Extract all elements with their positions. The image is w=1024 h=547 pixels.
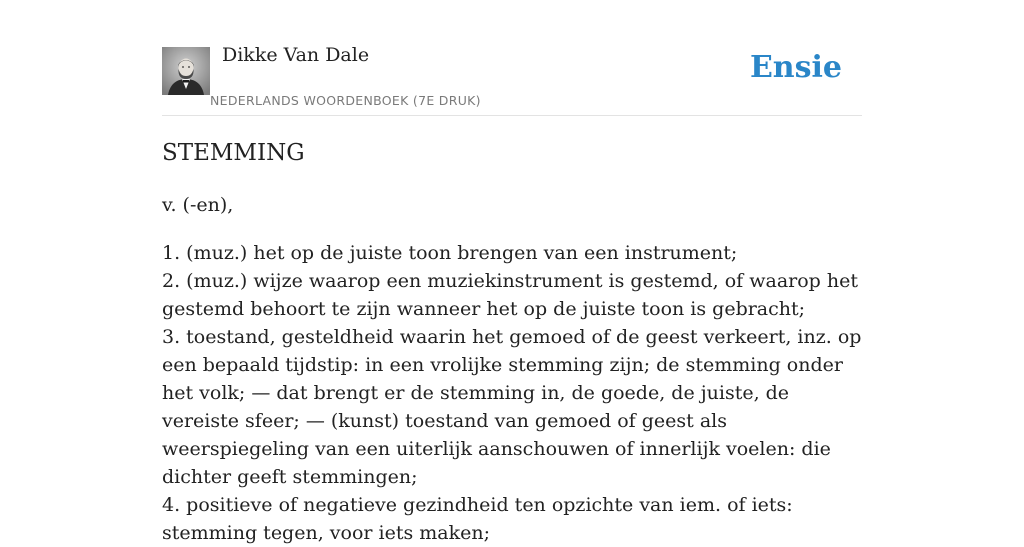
author-name[interactable]: Dikke Van Dale [222, 44, 370, 66]
source-name[interactable]: NEDERLANDS WOORDENBOEK (7E DRUK) [210, 93, 481, 108]
entry-headword: STEMMING [162, 140, 305, 166]
ensie-logo[interactable]: Ensie [749, 50, 842, 85]
entry-grammar: v. (-en), [162, 194, 234, 216]
header [162, 0, 862, 116]
entry-definitions [162, 239, 862, 547]
definition-3: 3. toestand, gesteldheid waarin het gemoed of de geest verkeert, inz. op een bepaald tijdstip: in een vrolijke stemming zijn; de stemming onder het volk; — dat brengt er de stemming in, de goede, de juiste, de vereiste sfeer; — (kunst) toestand van gemoed of geest als weerspiegeling van een uiterlijk aanschouwen of innerlijk voelen: die dichter geeft stemmingen; [162, 326, 862, 488]
portrait-image [162, 47, 210, 95]
author-avatar[interactable] [162, 47, 210, 95]
definition-4: 4. positieve of negatieve gezindheid ten opzichte van iem. of iets: stemming tegen, voor iets maken; [162, 494, 793, 544]
definition-2: 2. (muz.) wijze waarop een muziekinstrument is gestemd, of waarop het gestemd behoort te zijn wanneer het op de juiste toon is gebracht; [162, 270, 858, 320]
definition-1: 1. (muz.) het op de juiste toon brengen van een instrument; [162, 242, 738, 264]
